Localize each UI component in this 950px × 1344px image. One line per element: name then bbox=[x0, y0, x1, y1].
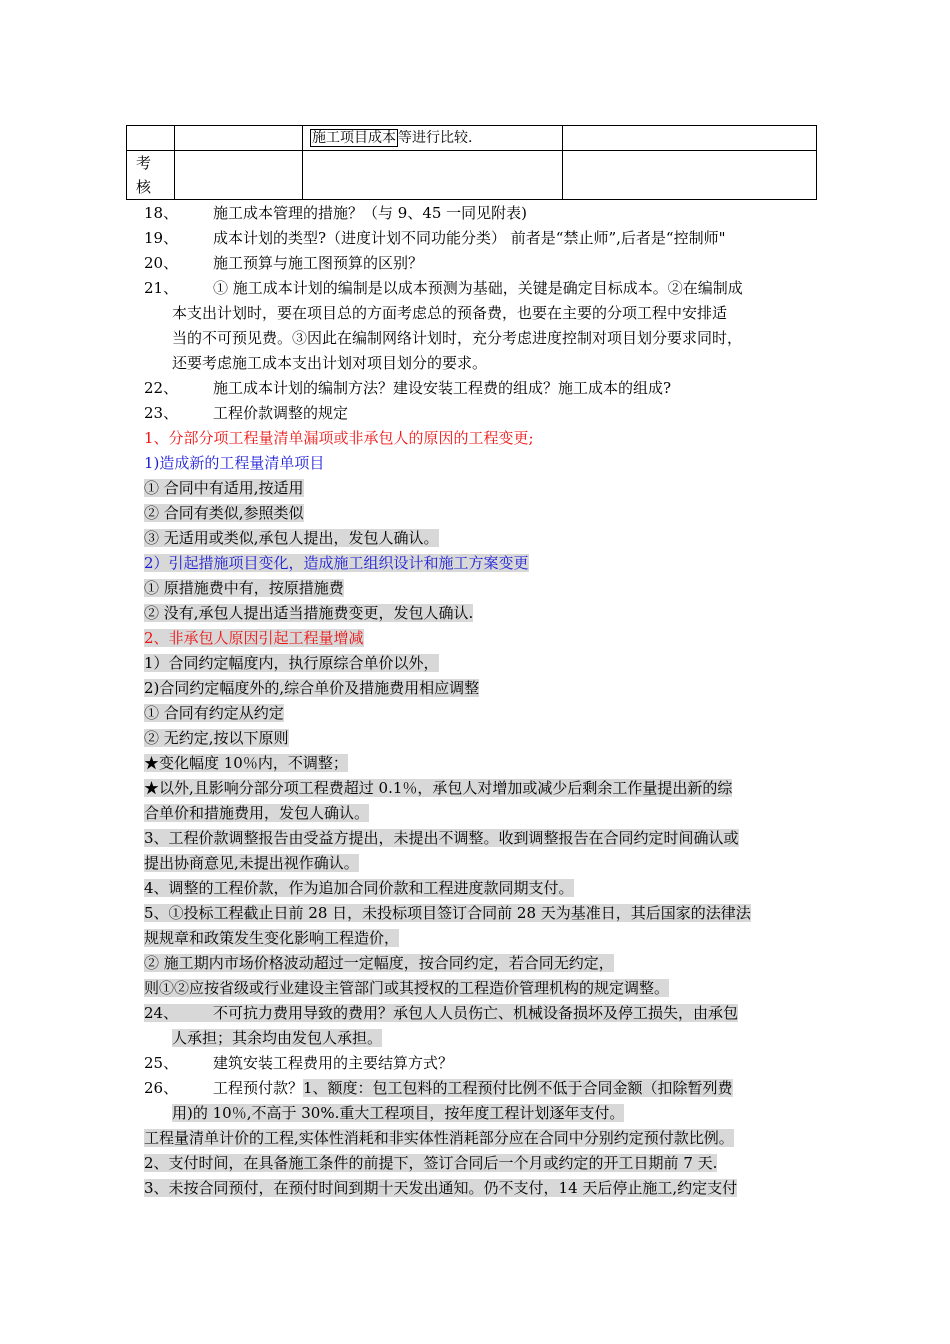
list-item-25 bbox=[144, 1051, 453, 1076]
list-item-20 bbox=[144, 251, 423, 276]
list-item-24 bbox=[144, 1001, 738, 1026]
paragraph: ② 没有,承包人提出适当措施费变更，发包人确认. bbox=[144, 604, 474, 622]
paragraph: ① 合同中有适用,按适用 bbox=[144, 479, 304, 497]
item-continuation: 人承担；其余均由发包人承担。 bbox=[172, 1029, 383, 1047]
paragraph: ① 合同有约定从约定 bbox=[144, 704, 284, 722]
table-cell bbox=[563, 126, 817, 151]
table-cell bbox=[303, 151, 563, 200]
item-number: 18、 bbox=[144, 204, 179, 222]
table-row bbox=[127, 126, 817, 151]
item-number: 24、 bbox=[144, 1004, 179, 1022]
paragraph: ② 合同有类似,参照类似 bbox=[144, 504, 304, 522]
list-item-18 bbox=[144, 201, 527, 226]
subsection-heading: 2）引起措施项目变化，造成施工组织设计和施工方案变更 bbox=[144, 554, 529, 572]
list-item-22 bbox=[144, 376, 671, 401]
item-text: ① 施工成本计划的编制是以成本预测为基础，关键是确定目标成本。②在编制成 bbox=[213, 279, 743, 297]
item-text: 不可抗力费用导致的费用？承包人人员伤亡、机械设备损坏及停工损失，由承包 bbox=[213, 1004, 739, 1022]
paragraph: 2)合同约定幅度外的,综合单价及措施费用相应调整 bbox=[144, 679, 480, 697]
paragraph: 5、①投标工程截止日前 28 日，未投标项目签订合同前 28 天为基准日，其后国家的法律法 bbox=[144, 904, 751, 922]
paragraph: 合单价和措施费用，发包人确认。 bbox=[144, 804, 370, 822]
item-number: 20、 bbox=[144, 254, 179, 272]
cell-text: 等进行比较. bbox=[398, 130, 473, 146]
subsection-heading: 1)造成新的工程量清单项目 bbox=[144, 454, 325, 472]
item-continuation: 还要考虑施工成本支出计划对项目划分的要求。 bbox=[172, 354, 488, 372]
boxed-term: 施工项目成本 bbox=[312, 130, 396, 146]
list-item-21 bbox=[144, 276, 743, 301]
item-continuation: 本支出计划时，要在项目总的方面考虑总的预备费，也要在主要的分项工程中安排适 bbox=[172, 304, 728, 322]
paragraph: 3、未按合同预付，在预付时间到期十天发出通知。仍不支付，14 天后停止施工,约定支付 bbox=[144, 1179, 738, 1197]
table-row bbox=[127, 151, 817, 200]
paragraph: ★以外,且影响分部分项工程费超过 0.1％，承包人对增加或减少后剩余工作量提出新的综 bbox=[144, 779, 733, 797]
list-item-26 bbox=[144, 1076, 733, 1101]
paragraph: ① 原措施费中有，按原措施费 bbox=[144, 579, 344, 597]
paragraph: 4、调整的工程价款，作为追加合同价款和工程进度款同期支付。 bbox=[144, 879, 574, 897]
item-text: 施工成本计划的编制方法？建设安装工程费的组成？施工成本的组成? bbox=[213, 379, 672, 397]
item-number: 25、 bbox=[144, 1054, 179, 1072]
table-cell bbox=[175, 151, 303, 200]
item-text: 成本计划的类型?（进度计划不同功能分类） 前者是“禁止师”,后者是“控制师" bbox=[213, 229, 726, 247]
item-text: 施工预算与施工图预算的区别？ bbox=[213, 254, 424, 272]
table-cell bbox=[127, 126, 175, 151]
item-number: 21、 bbox=[144, 279, 179, 297]
item-number: 26、 bbox=[144, 1079, 179, 1097]
paragraph: 3、工程价款调整报告由受益方提出，未提出不调整。收到调整报告在合同约定时间确认或 bbox=[144, 829, 739, 847]
paragraph: 提出协商意见,未提出视作确认。 bbox=[144, 854, 359, 872]
list-item-23 bbox=[144, 401, 348, 426]
table-cell bbox=[303, 126, 563, 151]
item-text-highlight: 1、额度：包工包料的工程预付比例不低于合同金额（扣除暂列费 bbox=[303, 1079, 733, 1097]
table-cell bbox=[563, 151, 817, 200]
item-text: 建筑安装工程费用的主要结算方式？ bbox=[213, 1054, 454, 1072]
item-number: 22、 bbox=[144, 379, 179, 397]
paragraph: ② 施工期内市场价格波动超过一定幅度，按合同约定，若合同无约定， bbox=[144, 954, 614, 972]
paragraph: 工程量清单计价的工程,实体性消耗和非实体性消耗部分应在合同中分别约定预付款比例。 bbox=[144, 1129, 734, 1147]
list-item-19 bbox=[144, 226, 726, 251]
section-heading: 1、分部分项工程量清单漏项或非承包人的原因的工程变更; bbox=[144, 429, 534, 447]
item-text: 施工成本管理的措施？（与 9、45 一同见附表) bbox=[213, 204, 528, 222]
item-continuation: 当的不可预见费。③因此在编制网络计划时，充分考虑进度控制对项目划分要求同时， bbox=[172, 329, 743, 347]
paragraph: ③ 无适用或类似,承包人提出，发包人确认。 bbox=[144, 529, 439, 547]
cell-text: 考 bbox=[136, 154, 152, 172]
item-number: 19、 bbox=[144, 229, 179, 247]
item-number: 23、 bbox=[144, 404, 179, 422]
item-text: 工程价款调整的规定 bbox=[213, 404, 349, 422]
item-text: 工程预付款？ bbox=[213, 1079, 304, 1097]
paragraph: ② 无约定,按以下原则 bbox=[144, 729, 289, 747]
paragraph: ★变化幅度 10％内，不调整； bbox=[144, 754, 348, 772]
table-cell-label bbox=[127, 151, 175, 200]
table-cell bbox=[175, 126, 303, 151]
cell-text: 核 bbox=[136, 178, 152, 196]
section-heading: 2、非承包人原因引起工程量增减 bbox=[144, 629, 364, 647]
paragraph: 1）合同约定幅度内，执行原综合单价以外， bbox=[144, 654, 439, 672]
paragraph: 2、支付时间，在具备施工条件的前提下，签订合同后一个月或约定的开工日期前 7 天. bbox=[144, 1154, 718, 1172]
paragraph: 规规章和政策发生变化影响工程造价， bbox=[144, 929, 400, 947]
assessment-table bbox=[126, 125, 817, 200]
item-continuation: 用)的 10％,不高于 30%.重大工程项目，按年度工程计划逐年支付。 bbox=[172, 1104, 625, 1122]
paragraph: 则①②应按省级或行业建设主管部门或其授权的工程造价管理机构的规定调整。 bbox=[144, 979, 670, 997]
